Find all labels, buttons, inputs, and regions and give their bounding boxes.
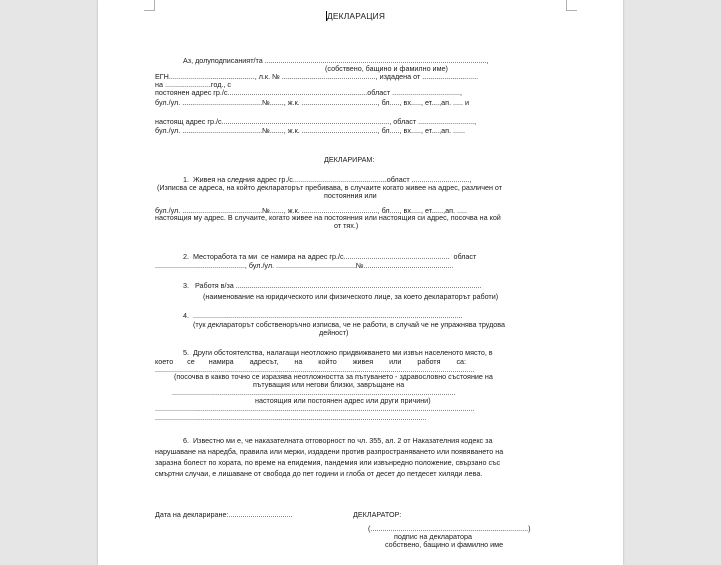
signature-line[interactable]: (...............................................................................) <box>368 524 531 533</box>
item1-caption: настоящия му адрес. В случаите, когато живее на постоянния или настоящия си адрес, посочва на кой <box>155 213 501 222</box>
item1-street-line[interactable]: бул./ул. ........................................№......., ж.к. ......................................, бл....., вх....., ет......,ап. ..... <box>155 206 468 215</box>
item1-caption: (Изписва се адреса, на който деклараторът пребивава, в случаите когато живее на адрес, различен от <box>157 183 503 192</box>
declarant-label: ДЕКЛАРАТОР: <box>353 510 402 519</box>
declaration-date-line[interactable]: Дата на деклариране:................................ <box>155 510 293 519</box>
item5-caption: настоящия или постоянен адрес или други причини) <box>255 396 431 405</box>
issue-date-line[interactable]: на .......................год., с <box>155 80 231 89</box>
item5-dots[interactable]: ................................................................................................................................................................ <box>155 365 475 374</box>
item5-caption: (посочва в какво точно се изразява неотложността за пътуването - здравословно състояние на <box>174 372 493 381</box>
item2-street-line[interactable]: ............................................., бул./ул. ........................................№............................................. <box>155 261 454 270</box>
item1-caption: от тях.) <box>334 221 359 230</box>
item1-line[interactable]: 1. Живея на следния адрес гр./с...............................................област ............................., <box>183 175 472 184</box>
item5-dots[interactable]: ................................................................................................................................................................ <box>155 404 475 413</box>
declare-heading: ДЕКЛАРИРАМ: <box>324 155 375 164</box>
signature-caption: собствено, бащино и фамилно име <box>385 540 504 549</box>
item3-caption: (наименование на юридическото или физическото лице, за което декларатoрът работи) <box>203 292 499 301</box>
item2-workplace-line[interactable]: 2. Месторабота та ми се намира на адрес гр./с..................................................... област <box>183 252 477 261</box>
item5-line[interactable]: 5. Други обстоятелства, налагащи неотложно придвижването ми извън населеното място, в <box>183 348 493 357</box>
item5-line[interactable]: което се намира адресът, на който живея или работя са: <box>155 357 467 366</box>
current-address-line[interactable]: настоящ адрес гр./с...................................................................................., област ............................, <box>155 117 477 126</box>
item1-caption: постоянния или <box>324 191 377 200</box>
declarant-name-caption: (собствено, бащино и фамилно име) <box>325 64 448 73</box>
item5-dots[interactable]: ........................................................................................................................................ <box>155 413 427 422</box>
current-street-line[interactable]: бул./ул. ........................................№......., ж.к. ......................................, бл....., вх....., ет....,ап. ...... <box>155 126 466 135</box>
margin-corner-marker <box>566 0 577 11</box>
egn-id-line[interactable]: ЕГН..........................................., л.к. № ..............................................., издадена от ............................ <box>155 72 479 81</box>
item6-text: смъртни случаи, е лишаване от свобода до пет години и глоба от десет до петдесет хиляди лева. <box>155 469 483 478</box>
item4-caption: дейност) <box>319 328 349 337</box>
permanent-address-line[interactable]: постоянен адрес гр./с......................................................................област .................................., <box>155 88 463 97</box>
margin-corner-marker <box>144 0 155 11</box>
item6-text: 6. Известно ми е, че наказателната отговорност по чл. 355, ал. 2 от Наказателния кодекс за <box>183 436 493 445</box>
item5-dots[interactable]: .............................................................................................................................................. <box>172 388 456 397</box>
document-title[interactable]: ДЕКЛАРАЦИЯ <box>327 11 386 21</box>
item6-text: нарушаване на наредба, правила или мерки, издадени против разпространяването или появяването на <box>155 447 504 456</box>
item6-text: заразна болест по хората, по време на епидемия, пандемия или извънредно положение, свързано със <box>155 458 501 467</box>
declarant-name-line[interactable]: Аз, долуподписаният/та ..............................................................................................................., <box>183 56 489 65</box>
item4-line[interactable]: 4. ....................................................................................................................................... <box>183 311 463 320</box>
item4-caption: (тук декларатoрът собственоръчно изписва, че не работи, в случай че не упражнява трудова <box>193 320 506 329</box>
item5-caption: пътуващия или негови близки, завръщане на <box>253 380 405 389</box>
permanent-street-line[interactable]: бул./ул. ........................................№......., ж.к. ......................................, бл....., вх....., ет....,ап. ..... и <box>155 98 470 107</box>
signature-caption: подпис на декларатора <box>394 532 473 541</box>
document-page <box>98 0 623 565</box>
item3-employer-line[interactable]: 3. Работя в/за ........................................................................................................................... <box>183 281 482 290</box>
